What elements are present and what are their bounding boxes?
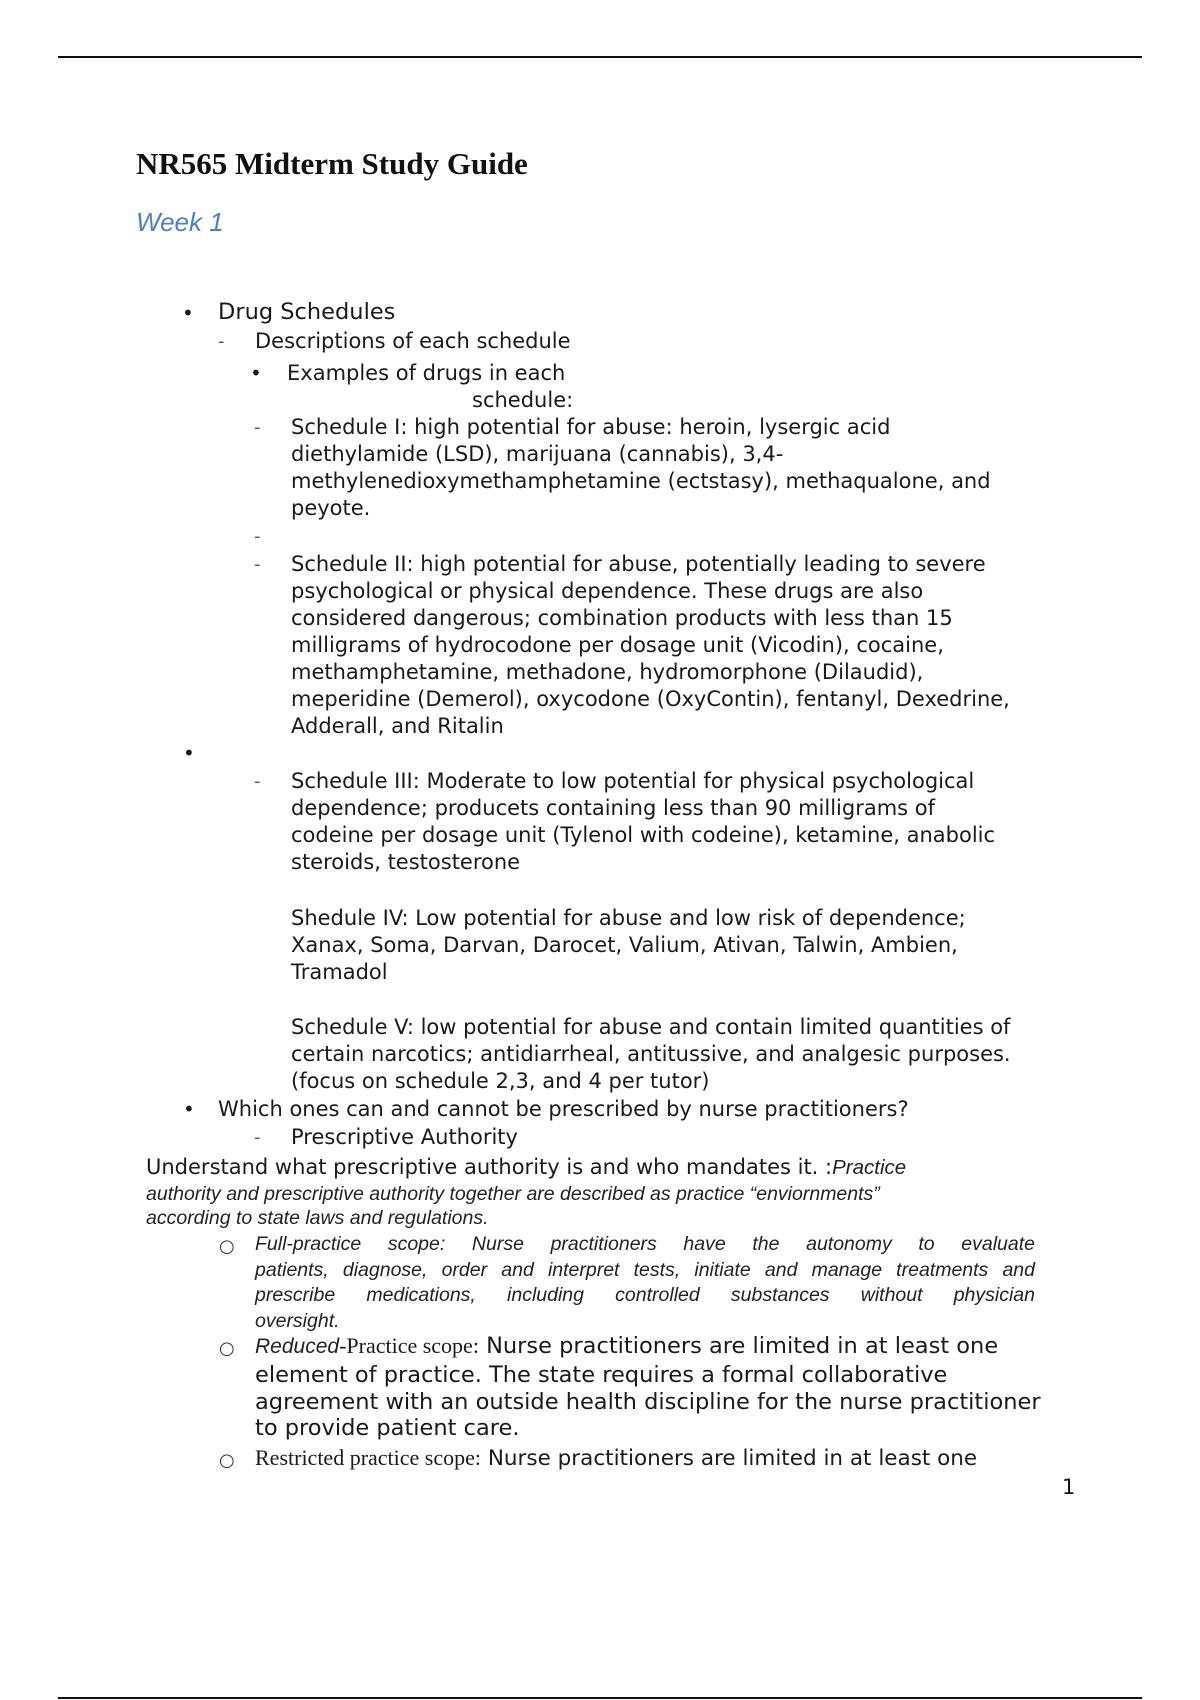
dash-icon: - xyxy=(254,1127,261,1148)
understand-text: Understand what prescriptive authority is and who mandates it. : xyxy=(146,1155,833,1179)
text-line: prescribe medications, including controlled substances without physician xyxy=(255,1284,1035,1306)
dash-icon: - xyxy=(254,554,261,575)
full-practice-paragraph xyxy=(255,1232,1035,1334)
text-line: methamphetamine, methadone, hydromorphone (Dilaudid), xyxy=(291,660,924,684)
bullet-icon: • xyxy=(183,741,195,765)
text-line: milligrams of hydrocodone per dosage unit (Vicodin), cocaine, xyxy=(291,633,944,657)
text-line: Schedule II: high potential for abuse, potentially leading to severe xyxy=(291,552,986,576)
circle-bullet-icon: ○ xyxy=(219,1236,235,1257)
text-line: agreement with an outside health discipline for the nurse practitioner xyxy=(255,1389,1041,1415)
schedule-1-paragraph xyxy=(291,414,991,522)
text-line: diethylamide (LSD), marijuana (cannabis), 3,4- xyxy=(291,442,784,466)
text-line: Schedule I: high potential for abuse: heroin, lysergic acid xyxy=(291,415,891,439)
text-line: Adderall, and Ritalin xyxy=(291,714,504,738)
dash-icon: - xyxy=(254,526,261,547)
list-item-descriptions: Descriptions of each schedule xyxy=(255,329,571,353)
list-item-drug-schedules: Drug Schedules xyxy=(218,299,396,325)
dash-icon: - xyxy=(218,331,225,352)
dash-icon: - xyxy=(254,771,261,792)
text-line: certain narcotics; antidiarrheal, antitussive, and analgesic purposes. xyxy=(291,1042,1011,1066)
reduced-serif-label: -Practice scope: xyxy=(339,1333,479,1358)
understand-italic-text: Practice xyxy=(832,1156,907,1179)
understand-line xyxy=(146,1154,906,1181)
text-line: element of practice. The state requires a formal collaborative xyxy=(255,1362,948,1388)
text-line: steroids, testosterone xyxy=(291,850,521,874)
list-item-prescriptive-authority: Prescriptive Authority xyxy=(291,1125,518,1149)
text-line: considered dangerous; combination products with less than 15 xyxy=(291,606,953,630)
schedule-4-paragraph xyxy=(291,905,966,986)
text-line: patients, diagnose, order and interpret tests, initiate and manage treatments and xyxy=(255,1258,1035,1281)
text-line: oversight. xyxy=(255,1309,340,1332)
dash-icon: - xyxy=(254,417,261,438)
practice-environments-line: according to state laws and regulations. xyxy=(146,1207,489,1229)
text-line: Schedule V: low potential for abuse and contain limited quantities of xyxy=(291,1015,1011,1039)
text-line: psychological or physical dependence. These drugs are also xyxy=(291,579,924,603)
bullet-icon: • xyxy=(182,301,194,325)
text-line: to provide patient care. xyxy=(255,1415,520,1441)
page-number: 1 xyxy=(1062,1475,1076,1499)
bullet-icon: • xyxy=(250,361,262,385)
text-line: Nurse practitioners are limited in at least one xyxy=(478,1333,999,1359)
bullet-icon: • xyxy=(183,1097,195,1121)
schedule-2-paragraph xyxy=(291,551,1010,740)
text-line: codeine per dosage unit (Tylenol with codeine), ketamine, anabolic xyxy=(291,823,996,847)
text-line: (focus on schedule 2,3, and 4 per tutor) xyxy=(291,1069,710,1093)
top-rule xyxy=(58,56,1142,58)
reduced-italic-label: Reduced xyxy=(255,1335,340,1358)
circle-bullet-icon: ○ xyxy=(219,1338,235,1359)
text-line: peyote. xyxy=(291,496,371,520)
section-heading-week: Week 1 xyxy=(136,207,224,237)
text-line: Nurse practitioners are limited in at least one xyxy=(481,1446,978,1471)
schedule-5-paragraph xyxy=(291,1014,1011,1095)
list-item-examples: Examples of drugs in each xyxy=(287,361,566,385)
text-line: Full-practice scope: Nurse practitioners have the autonomy to evaluate xyxy=(255,1233,1035,1255)
text-line: Tramadol xyxy=(291,960,388,984)
text-line: Xanax, Soma, Darvan, Darocet, Valium, Ativan, Talwin, Ambien, xyxy=(291,933,958,957)
reduced-practice-paragraph xyxy=(255,1332,1041,1441)
text-line: dependence; producets containing less than 90 milligrams of xyxy=(291,796,936,820)
practice-environments-line: authority and prescriptive authority together are described as practice “enviornments” xyxy=(146,1183,880,1205)
restricted-serif-label: Restricted practice scope: xyxy=(255,1445,482,1470)
bottom-rule xyxy=(58,1697,1142,1699)
list-item-examples-cont: schedule: xyxy=(472,388,574,412)
text-line: meperidine (Demerol), oxycodone (OxyContin), fentanyl, Dexedrine, xyxy=(291,687,1010,711)
document-title: NR565 Midterm Study Guide xyxy=(136,146,528,181)
text-line: Shedule IV: Low potential for abuse and low risk of dependence; xyxy=(291,906,966,930)
text-line: methylenedioxymethamphetamine (ectstasy), methaqualone, and xyxy=(291,469,991,493)
list-item-which-ones: Which ones can and cannot be prescribed by nurse practitioners? xyxy=(218,1097,909,1121)
text-line: Schedule III: Moderate to low potential for physical psychological xyxy=(291,769,975,793)
restricted-practice-line xyxy=(255,1444,977,1474)
circle-bullet-icon: ○ xyxy=(219,1450,235,1471)
schedule-3-paragraph xyxy=(291,768,995,876)
